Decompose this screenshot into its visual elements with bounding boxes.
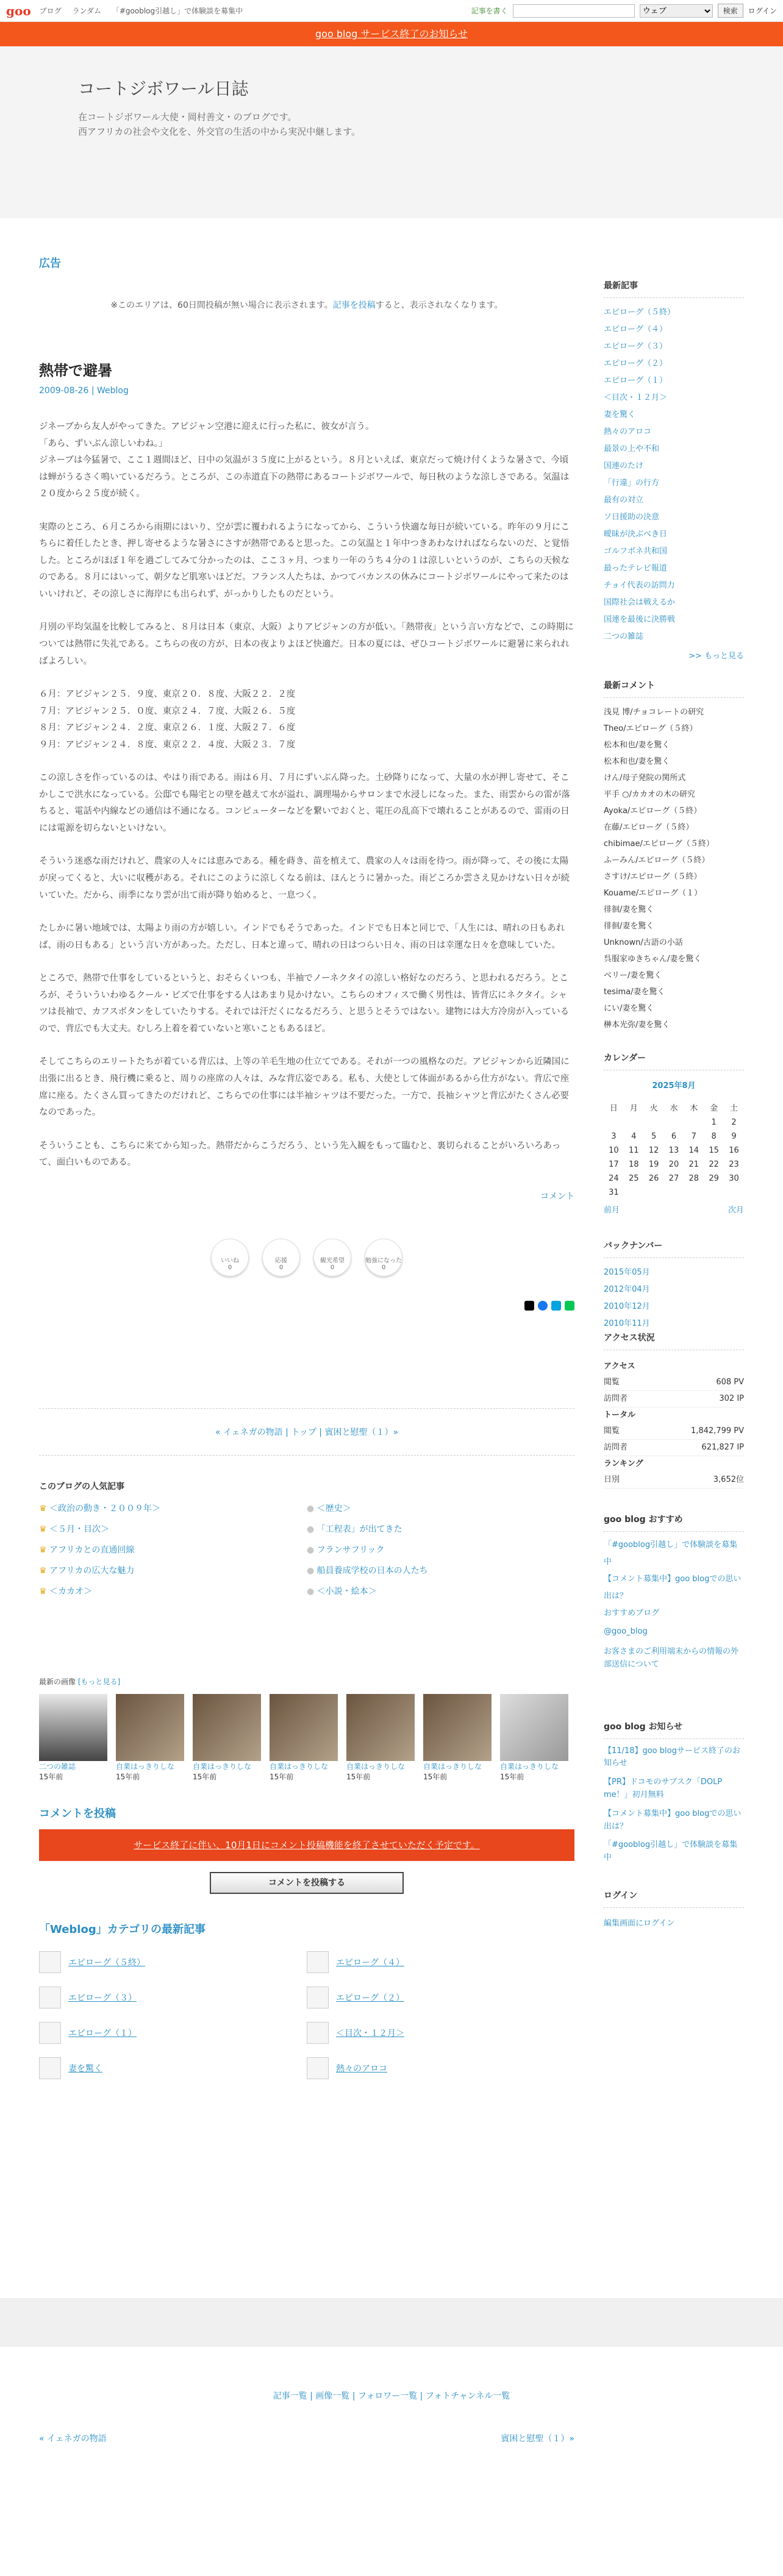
- calendar-day[interactable]: 19: [648, 1160, 659, 1169]
- recent-item[interactable]: 最有の対立: [604, 496, 644, 505]
- calendar-day[interactable]: 12: [648, 1146, 659, 1155]
- images-more-link[interactable]: [もっと見る]: [77, 1677, 121, 1686]
- post-date[interactable]: 2009-08-26: [39, 386, 89, 396]
- image-thumb[interactable]: [500, 1694, 568, 1782]
- image-thumb[interactable]: [270, 1694, 338, 1782]
- recent-item[interactable]: エピローグ（５終）: [604, 308, 676, 317]
- calendar-day[interactable]: 9: [731, 1132, 737, 1141]
- calendar-day[interactable]: 26: [648, 1174, 659, 1183]
- reaction-label: 観光希望: [320, 1257, 345, 1264]
- comment-item[interactable]: Kouame/エピローグ（１）: [604, 889, 703, 898]
- comment-item[interactable]: 徘徊/妻を驚く: [604, 905, 654, 914]
- footer-next[interactable]: 賓困と慰聖（１）»: [501, 2434, 574, 2444]
- access-heading: アクセス状況: [604, 1331, 744, 1350]
- thumb-caption[interactable]: 自業はっきりしな: [270, 1762, 329, 1771]
- search-scope-select[interactable]: [640, 4, 713, 18]
- post-meta: 2009-08-26 | Weblog: [39, 386, 129, 396]
- recent-item[interactable]: ＜目次・１２月＞: [604, 393, 668, 402]
- search-input[interactable]: [513, 4, 635, 18]
- calendar-day[interactable]: [644, 1186, 664, 1200]
- comment-item[interactable]: 平手 ○/カカオの木の研究: [604, 790, 695, 799]
- comment-item[interactable]: 榊本光弥/妻を驚く: [604, 1020, 670, 1030]
- comment-item[interactable]: 浅見 博/チョコレートの研究: [604, 708, 704, 717]
- thumb-image[interactable]: [423, 1694, 492, 1761]
- calendar-day-header: 土: [730, 1104, 738, 1113]
- calendar-day[interactable]: 8: [711, 1132, 717, 1141]
- calendar-day[interactable]: [664, 1186, 684, 1200]
- pager-prev[interactable]: « イェネガの物語: [215, 1427, 283, 1437]
- thumb-caption[interactable]: 自業はっきりしな: [346, 1762, 406, 1771]
- popular-item[interactable]: ● フランサフリック: [307, 1543, 574, 1556]
- calendar-day[interactable]: [724, 1186, 744, 1200]
- post-paragraph: そういうことも、こちらに来てから知った。熱帯だからこうだろう、という先入観をもって臨むと、裏切られることがいろいろあって、面白いものである。: [39, 1140, 561, 1168]
- calendar-day-header: 月: [629, 1104, 638, 1113]
- twitter-link[interactable]: @goo_blog: [604, 1627, 648, 1636]
- login-link[interactable]: ログイン: [748, 7, 777, 15]
- popular-list: [39, 1502, 574, 1597]
- calendar-day[interactable]: 2: [731, 1118, 737, 1127]
- post-paragraph: そういう迷惑な雨だけれど、農家の人々には恵みである。種を蒔き、苗を植えて、農家の人々は雨を待つ。雨が降って、その後に太陽が戻ってくると、大いに収穫がある。それにこのように涼しくなる前は、ほんとうに暑かった。雨どころか雲さえ見かけない日々が続いていた。だから、雨季になり雲が出て雨が降り始めると、一息つく。: [39, 856, 570, 900]
- recent-item[interactable]: 最景の上や不和: [604, 444, 660, 454]
- reaction-button[interactable]: [313, 1239, 351, 1276]
- comment-item[interactable]: けん/母子発院の関所式: [604, 774, 686, 783]
- latest-item[interactable]: ＜目次・１２月＞: [307, 2022, 574, 2044]
- calendar-day[interactable]: [624, 1115, 644, 1130]
- hatena-share-icon[interactable]: [551, 1301, 561, 1311]
- recent-item[interactable]: エピローグ（２）: [604, 359, 668, 368]
- calendar-day[interactable]: 23: [729, 1160, 739, 1169]
- calendar-day[interactable]: 13: [668, 1146, 679, 1155]
- calendar-day[interactable]: 20: [668, 1160, 679, 1169]
- calendar-heading: カレンダー: [604, 1051, 744, 1070]
- calendar-day[interactable]: 6: [671, 1132, 677, 1141]
- thumb-caption[interactable]: 自業はっきりしな: [193, 1762, 252, 1771]
- calendar-day[interactable]: 17: [609, 1160, 619, 1169]
- post-paragraph: 月別の平均気温を比較してみると、８月は日本（東京、大阪）よりアビジャンの方が低い。「熱帯夜」という言い方などで、この時期については熱帯に失礼である。こちらの夜の方が、日本の夜よりよほど快適だ。日本の夏には、ぜひコートジボワールに避暑に来られればよろしい。: [39, 622, 574, 666]
- latest-images: [39, 1676, 574, 1782]
- recent-item[interactable]: エピローグ（３）: [604, 342, 668, 351]
- recent-item[interactable]: 国際社会は戦えるか: [604, 598, 676, 607]
- image-thumb[interactable]: [346, 1694, 415, 1782]
- footer-links[interactable]: 記事一覧 | 画像一覧 | フォロワー一覧 | フォトチャンネル一覧: [273, 2391, 510, 2401]
- ad-heading: 広告: [39, 257, 61, 270]
- popular-item[interactable]: ● 「工程表」が出てきた: [307, 1523, 574, 1535]
- service-end-notice[interactable]: goo blog サービス終了のお知らせ: [0, 22, 783, 46]
- popular-heading: このブログの人気記事: [39, 1481, 124, 1492]
- thumb-caption[interactable]: 自業はっきりしな: [500, 1762, 559, 1771]
- line-share-icon[interactable]: [565, 1301, 574, 1311]
- comment-item[interactable]: 呉服家ゆきちゃん/妻を驚く: [604, 955, 702, 964]
- latest-item[interactable]: 熱々のアロコ: [307, 2057, 574, 2079]
- notices-heading: goo blog お知らせ: [604, 1720, 744, 1739]
- calendar-day[interactable]: 10: [609, 1146, 619, 1155]
- thumb-age: 15年前: [39, 1772, 63, 1781]
- recent-item[interactable]: ゴルフボネ共和国: [604, 547, 668, 556]
- calendar-day[interactable]: [684, 1115, 704, 1130]
- backnumber-item[interactable]: 2015年05月: [604, 1268, 650, 1277]
- calendar-prev[interactable]: 前月: [604, 1206, 620, 1215]
- share-icons: [39, 1301, 574, 1311]
- image-thumb[interactable]: [193, 1694, 261, 1782]
- comments-heading: 最新コメント: [604, 679, 744, 698]
- calendar-day-header: 金: [710, 1104, 718, 1113]
- calendar-day[interactable]: [624, 1186, 644, 1200]
- recent-item[interactable]: 国連を最後に決勝戦: [604, 615, 676, 624]
- latest-item[interactable]: エピローグ（５終）: [39, 1951, 307, 1973]
- top-bar: [0, 0, 783, 22]
- calendar-day[interactable]: 25: [628, 1174, 639, 1183]
- calendar-day[interactable]: 14: [688, 1146, 699, 1155]
- blog-desc-1: 在コートジボワール大使・岡村善文・のブログです。: [78, 112, 297, 123]
- post-paragraph: 実際のところ、６月ころから雨期にはいり、空が雲に覆われるようになってから、こういう快適な毎日が続いている。昨年の９月にこちらに着任したとき、押し寄せるような暑さにさすが熱帯であると思った。この気温と１年中つきあわなければならないのだ、と覚悟した。ところがほぼ１年を過ごしてみて分かったのは、ここ３ヶ月、つまり一年のうち４分の１は涼しいというのが、こちらの天候なのである。８月にはいって、朝夕など肌寒いほどだ。フランス人たちは、かつてバカンスの休みにコートジボワールにやって来たのはいいけれど、その涼しさに海岸にも出られず、がっかりしたものだという。: [39, 522, 570, 599]
- popular-item[interactable]: ♛ アフリカとの直通回線: [39, 1543, 307, 1556]
- popular-item[interactable]: ♛ ＜カカオ＞: [39, 1585, 307, 1597]
- calendar-day[interactable]: [704, 1186, 724, 1200]
- footer-nav: [39, 2432, 574, 2444]
- popular-item[interactable]: ♛ アフリカの広大な魅力: [39, 1564, 307, 1576]
- comment-item[interactable]: 在藤/エピローグ（５終）: [604, 823, 694, 832]
- goo-logo[interactable]: goo: [6, 3, 31, 18]
- recent-item[interactable]: 最ったテレビ報道: [604, 564, 667, 573]
- thumb-caption[interactable]: 二つの雑誌: [39, 1762, 76, 1771]
- backnumber-item[interactable]: 2010年12月: [604, 1302, 650, 1311]
- post-comment-button[interactable]: コメントを投稿する: [210, 1872, 404, 1894]
- popular-item[interactable]: ● ＜小説・絵本＞: [307, 1585, 574, 1597]
- thumb-age: 15年前: [500, 1772, 524, 1781]
- calendar-day[interactable]: 21: [688, 1160, 699, 1169]
- calendar-month: 2025年8月: [652, 1081, 696, 1091]
- calendar-day[interactable]: 28: [688, 1174, 699, 1183]
- comment-item[interactable]: さすけ/エピローグ（５終）: [604, 872, 702, 881]
- images-heading: 最新の画像: [39, 1677, 76, 1686]
- edit-login-link[interactable]: 編集画面にログイン: [604, 1918, 675, 1928]
- image-thumb[interactable]: [116, 1694, 184, 1782]
- divider: [39, 1455, 574, 1456]
- search-button[interactable]: 検索: [718, 4, 743, 18]
- comment-item[interactable]: chibimae/エピローグ（５終）: [604, 839, 714, 849]
- thumb-image[interactable]: [39, 1694, 107, 1761]
- calendar-day[interactable]: 11: [628, 1146, 639, 1155]
- blog-header: [0, 46, 783, 218]
- main-column: [39, 218, 574, 2079]
- thumb-age: 15年前: [423, 1772, 448, 1781]
- recent-item[interactable]: 熱々のアロコ: [604, 427, 652, 436]
- calendar-day[interactable]: 5: [651, 1132, 657, 1141]
- post-paragraph: そしてこちらのエリートたちが着ている背広は、上等の羊毛生地の仕立てである。それが一つの風格なのだ。アビジャンから近隣国に出張に出るとき、飛行機に乗ると、周りの座席の人々は、みな背広姿である。私も、大使として体面があるから仕方がない。背広で座席に座る。たくさん買ってきたのだけれど、こちらでの仕事には半袖シャツは不要だった。一方で、長袖シャツと背広がたくさん必要なのであった。: [39, 1057, 570, 1118]
- thumb-age: 15年前: [270, 1772, 294, 1781]
- calendar-day-header: 火: [649, 1104, 658, 1113]
- calendar-day[interactable]: 4: [631, 1132, 637, 1141]
- thumb-age: 15年前: [346, 1772, 371, 1781]
- post-paragraph: ６月：アビジャン２５．９度、東京２０．８度、大阪２２．２度 ７月：アビジャン２５．０度、東京２４．７度、大阪２６．５度 ８月：アビジャン２４．２度、東京２６．１度、大阪２７．６度 ９月：アビジャン２４．８度、東京２２．４度、大阪２３．７度: [39, 689, 296, 750]
- notice-item[interactable]: 【PR】ドコモのサブスク「DOLP me！」初月無料: [604, 1777, 723, 1799]
- latest-category-heading: 「Weblog」カテゴリの最新記事: [39, 1923, 206, 1936]
- comment-item[interactable]: 松本和也/妻を驚く: [604, 757, 670, 766]
- recent-heading: 最新記事: [604, 279, 744, 298]
- post-category[interactable]: Weblog: [97, 386, 129, 396]
- calendar-day[interactable]: 7: [691, 1132, 696, 1141]
- calendar-day[interactable]: 1: [711, 1118, 717, 1127]
- calendar-day[interactable]: 30: [729, 1174, 739, 1183]
- comment-item[interactable]: Unknown/古語の小話: [604, 938, 683, 947]
- recommend-heading: goo blog おすすめ: [604, 1513, 744, 1532]
- footer-band: [0, 2298, 783, 2347]
- privacy-link[interactable]: お客さまのご利用端末からの情報の外部送信について: [604, 1647, 739, 1669]
- popular-item[interactable]: ♛ ＜政治の動き・２００９年＞: [39, 1502, 307, 1514]
- recommend-item[interactable]: 「#gooblog引越し」で体験談を募集中: [604, 1540, 738, 1567]
- calendar-day[interactable]: 16: [729, 1146, 739, 1155]
- backnumber-heading: バックナンバー: [604, 1239, 744, 1258]
- calendar-day-header: 水: [670, 1104, 678, 1113]
- nav-random[interactable]: ランダム: [72, 7, 102, 15]
- recent-item[interactable]: 「行違」の行方: [604, 479, 660, 488]
- calendar-day[interactable]: 31: [609, 1188, 619, 1197]
- latest-category-list: [39, 1951, 574, 2079]
- reaction-label: いいね: [221, 1257, 239, 1264]
- calendar-day[interactable]: [644, 1115, 664, 1130]
- reaction-button[interactable]: [211, 1239, 249, 1276]
- comment-item[interactable]: ベリー/妻を驚く: [604, 971, 662, 980]
- notice-item[interactable]: 【コメント募集中】goo blogでの思い出は？: [604, 1809, 742, 1831]
- calendar-day[interactable]: 18: [628, 1160, 639, 1169]
- reaction-count: 0: [279, 1264, 284, 1271]
- popular-item[interactable]: ● ＜歴史＞: [307, 1502, 574, 1514]
- post-body: [39, 419, 574, 1172]
- post-paragraph: この涼しさを作っているのは、やはり雨である。雨は６月、７月にずいぶん降った。土砂降りになって、大量の水が押し寄せて、そこかしこで洪水になっている。公邸でも陽宅との壁を越えて水が溢れ、調理場からサロンまで水浸しになった。また、雨雲からの雷が落ちると、電話や内線などの通信は不通になる。コンピューターなどを繋いでおくと、電圧の乱高下で壊れることがあるので、雷雨の日には電源を切らないといけない。: [39, 773, 570, 833]
- nav-campaign[interactable]: 「#gooblog引越し」で体験談を募集中: [112, 7, 243, 15]
- thumb-age: 15年前: [193, 1772, 217, 1781]
- comment-item[interactable]: tesima/妻を驚く: [604, 987, 665, 997]
- popular-item[interactable]: ● 船員養成学校の日本の人たち: [307, 1564, 574, 1576]
- thumb-age: 15年前: [116, 1772, 140, 1781]
- thumb-image[interactable]: [346, 1694, 415, 1761]
- calendar: [604, 1099, 744, 1200]
- thumb-image[interactable]: [270, 1694, 338, 1761]
- post-pager: « イェネガの物語 | トップ | 賓困と慰聖（１）»: [215, 1427, 399, 1437]
- x-share-icon[interactable]: [524, 1301, 534, 1311]
- reaction-button[interactable]: [262, 1239, 300, 1276]
- nav-blog[interactable]: ブログ: [39, 7, 62, 15]
- calendar-day[interactable]: 15: [709, 1146, 719, 1155]
- comment-post-heading: コメントを投稿: [39, 1807, 116, 1820]
- ad-post-link[interactable]: 記事を投稿: [332, 301, 376, 310]
- reaction-label: 応援: [275, 1257, 287, 1264]
- comment-item[interactable]: Theo/エピローグ（５終）: [604, 724, 698, 733]
- reaction-label: 勉強になった: [365, 1257, 402, 1264]
- notice-item[interactable]: 「#gooblog引越し」で体験談を募集中: [604, 1840, 738, 1863]
- recent-item[interactable]: チョイ代表の訪問力: [604, 581, 675, 590]
- recent-item[interactable]: 二つの雑誌: [604, 632, 644, 641]
- post-paragraph: ジネーブから友人がやってきた。アビジャン空港に迎えに行った私に、彼女が言う。 「あら、ずいぶん涼しいわね。」 ジネーブは今猛暑で、ここ１週間ほど、日中の気温が３５度に上がるという。８月といえば、東京だって焼け付くような暑さで、今頃は蝉がうるさく鳴いているだろう。ところが、この赤道直下の熱帯にあるコートジボワールで、毎日秋のような涼しさである。気温は２０度から２５度が続く。: [39, 422, 570, 499]
- access-stats: アクセス 閲覧 608 PV 訪問者 302 IP トータル 閲覧 1,842,799 PV 訪問者 621,827 IP ランキング 日別 3,652位: [604, 1359, 744, 1489]
- thumb-image[interactable]: [193, 1694, 261, 1761]
- calendar-next[interactable]: 次月: [728, 1206, 744, 1215]
- comment-item[interactable]: 松本和也/妻を驚く: [604, 741, 670, 750]
- comment-item[interactable]: にい/妻を驚く: [604, 1004, 654, 1013]
- top-nav: [40, 5, 251, 16]
- comment-item[interactable]: Ayoka/エピローグ（５終）: [604, 806, 702, 816]
- calendar-day-header: 木: [690, 1104, 698, 1113]
- calendar-day[interactable]: [604, 1115, 624, 1130]
- backnumber-item[interactable]: 2012年04月: [604, 1285, 650, 1294]
- calendar-day[interactable]: 24: [609, 1174, 619, 1183]
- calendar-day[interactable]: [664, 1115, 684, 1130]
- latest-item[interactable]: エピローグ（３）: [39, 1987, 307, 2008]
- recent-item[interactable]: ソ日援助の決意: [604, 513, 660, 522]
- latest-item[interactable]: 妻を驚く: [39, 2057, 307, 2079]
- post-paragraph: たしかに暑い地域では、太陽より雨の方が嬉しい。インドでもそうであった。インドでも日本と同じで、「人生には、晴れの日もあれば、雨の日もある」という言い方があった。ただし、日本と違って、晴れの日はつらい日々、雨の日は幸運な日々を意味していた。: [39, 923, 565, 950]
- comment-link[interactable]: コメント: [540, 1191, 574, 1201]
- recent-item[interactable]: 国連のたけ: [604, 461, 644, 471]
- reaction-count: 0: [330, 1264, 335, 1271]
- calendar-day-header: 日: [609, 1104, 618, 1113]
- post-title[interactable]: 熱帯で避暑: [39, 362, 112, 379]
- latest-item[interactable]: エピローグ（１）: [39, 2022, 307, 2044]
- pager-next[interactable]: 賓困と慰聖（１）»: [324, 1427, 399, 1437]
- post-paragraph: ところで、熱帯で仕事をしているというと、おそらくいつも、半袖でノーネクタイの涼しい格好なのだろう、と思われるだろう。ところが、そういういわゆるクール・ビズで仕事をする人はあまり見かけない。こちらのオフィスで働く男性は、皆背広にネクタイ。シャツは長袖で、カフスボタンをしていたりする。それでは汗だくになるだろう、と思うとそうではない。建物には大方冷房が入っているので、背広でも大丈夫。むしろ上着を着ていないと寒いこともあるほど。: [39, 973, 570, 1034]
- divider: [39, 1408, 574, 1409]
- thumb-image[interactable]: [500, 1694, 568, 1761]
- backnumber-item[interactable]: 2010年11月: [604, 1319, 650, 1328]
- write-post-link[interactable]: 記事を書く: [471, 7, 508, 15]
- login-heading: ログイン: [604, 1889, 744, 1908]
- reaction-count: 0: [227, 1264, 232, 1271]
- recent-item[interactable]: 妻を驚く: [604, 410, 636, 419]
- calendar-day[interactable]: 22: [709, 1160, 719, 1169]
- recommend-item[interactable]: おすすめブログ: [604, 1609, 660, 1618]
- comment-end-notice[interactable]: サービス終了に伴い、10月1日にコメント投稿機能を終了させていただく予定です。: [39, 1829, 574, 1861]
- comment-item[interactable]: 徘徊/妻を驚く: [604, 922, 654, 931]
- calendar-day[interactable]: [684, 1186, 704, 1200]
- blog-desc-2: 西アフリカの社会や文化を、外交官の生活の中から実況中継します。: [78, 126, 361, 137]
- ad-notice: ※このエリアは、60日間投稿が無い場合に表示されます。記事を投稿すると、表示されなくなります。: [110, 301, 503, 310]
- thumb-caption[interactable]: 自業はっきりしな: [116, 1762, 175, 1771]
- recommend-item[interactable]: 【コメント募集中】goo blogでの思い出は？: [604, 1574, 742, 1601]
- thumb-caption[interactable]: 自業はっきりしな: [423, 1762, 482, 1771]
- pager-top[interactable]: トップ: [291, 1427, 316, 1437]
- calendar-day[interactable]: 3: [611, 1132, 617, 1141]
- facebook-share-icon[interactable]: [538, 1301, 548, 1311]
- reaction-buttons: [39, 1239, 574, 1276]
- image-thumb[interactable]: [39, 1694, 107, 1782]
- popular-item[interactable]: ♛ ＜５月・目次＞: [39, 1523, 307, 1535]
- blog-title[interactable]: コートジボワール日誌: [78, 79, 249, 99]
- thumb-image[interactable]: [116, 1694, 184, 1761]
- sidebar: [604, 218, 744, 1928]
- recent-item[interactable]: エピローグ（４）: [604, 325, 668, 334]
- recent-item[interactable]: エピローグ（１）: [604, 376, 668, 385]
- image-thumb[interactable]: [423, 1694, 492, 1782]
- reaction-button[interactable]: [365, 1239, 402, 1276]
- latest-item[interactable]: エピローグ（２）: [307, 1987, 574, 2008]
- notice-item[interactable]: 【11/18】goo blogサービス終了のお知らせ: [604, 1746, 740, 1768]
- calendar-day[interactable]: 27: [668, 1174, 679, 1183]
- recent-item[interactable]: 曖昧が決ぶべき日: [604, 530, 668, 539]
- latest-item[interactable]: エピローグ（４）: [307, 1951, 574, 1973]
- comment-item[interactable]: ふーみん/エピローグ（５終）: [604, 856, 710, 865]
- calendar-day[interactable]: 29: [709, 1174, 719, 1183]
- recent-more-link[interactable]: >> もっと見る: [688, 652, 744, 661]
- reaction-count: 0: [381, 1264, 386, 1271]
- footer-prev[interactable]: « イェネガの物語: [39, 2434, 107, 2444]
